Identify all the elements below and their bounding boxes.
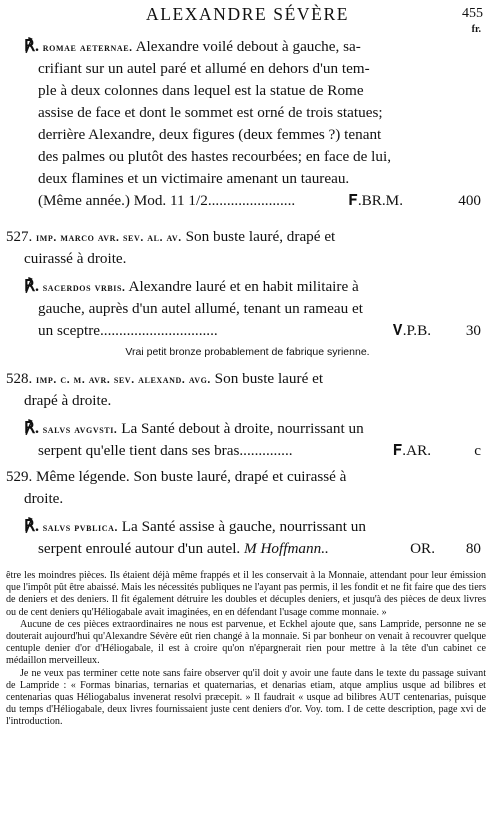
entry-line <box>0 538 495 560</box>
price-value: 80 <box>465 540 481 557</box>
legend-text: salvs pvblica. <box>42 522 118 534</box>
entry-line <box>0 368 495 390</box>
legend-text: imp. marco avr. sev. al. av. <box>36 232 182 244</box>
price-value: c <box>474 442 481 459</box>
entry-line: cuirassé à droite. <box>24 250 127 267</box>
entry-line <box>0 36 495 58</box>
description-text: Son buste lauré, drapé et <box>185 228 336 245</box>
entry-line: drapé à droite. <box>24 392 112 409</box>
description-text: Même légende. Son buste lauré, drapé et cuirassé à <box>36 468 347 485</box>
description-text: La Santé assise à gauche, nourrissant un <box>121 518 366 535</box>
entry-line <box>0 226 495 248</box>
entry-line: derrière Alexandre, deux figures (deux femmes ?) tenant <box>38 126 382 143</box>
collector-name: M Hoffmann.. <box>244 540 329 557</box>
entry-number: 528. <box>6 371 33 387</box>
entry-line: deux flamines et un victimaire amenant un taureau. <box>38 170 350 187</box>
entry-number: 529. <box>6 469 33 485</box>
price-value: 400 <box>458 192 481 209</box>
description-text: Alexandre voilé debout à gauche, sa- <box>135 38 361 55</box>
reverse-symbol: ℟. <box>24 420 39 437</box>
entry-line: gauche, auprès d'un autel allumé, tenant un rameau et <box>38 300 363 317</box>
description-text: Son buste lauré et <box>214 370 324 387</box>
entry-line: ple à deux colonnes dans lequel est la statue de Rome <box>38 82 364 99</box>
legend-text: salvs avgvsti. <box>42 424 118 436</box>
legend-text: imp. c. m. avr. sev. alexand. avg. <box>36 374 211 386</box>
footnote-paragraph: Je ne veux pas terminer cette note sans faire observer qu'il doit y avoir une faute dans le texte du passage suivant de Lampride : « Formas binarias, ternarias et quaternarias, et denarias etiam, atque amplius usque ad bilibres et centenarias quas Héliogabalus invenerat resolvi præcepit. » Il faudrait « usque ad bilibres AUT centenarias, puisque du temps d'Héliogabale, deux livres fournissaient juste cent deniers d'or. Voy. tom. I de cette description, page xvi de l'introduction. <box>6 667 486 728</box>
legend-text: sacerdos vrbis. <box>42 282 126 294</box>
reverse-symbol: ℟. <box>24 278 39 295</box>
entry-line <box>0 190 495 212</box>
editorial-note: Vrai petit bronze probablement de fabrique syrienne. <box>125 346 370 358</box>
description-text: (Même année.) Mod. 11 1/2....................... <box>38 192 296 209</box>
footnote-paragraph: Aucune de ces pièces extraordinaires ne nous est parvenue, et Eckhel ajoute que, sans Lampride, personne ne se douterait aujourd'hui qu'Alexandre Sévère eût rien changé à la monnaie. Si par bonheur on venait à recouvrer quelque centuple denier d'or d'Héliogabale, il est à croire qu'on n'épargnerait rien pour mettre à la tête d'un cabinet ce médaillon merveilleux. <box>6 618 486 667</box>
rarity-reference: 𝐕.P.B. <box>392 322 431 339</box>
description-text: La Santé debout à droite, nourrissant un <box>121 420 364 437</box>
rarity-reference: 𝐅.BR.M. <box>348 192 403 209</box>
price-value: 30 <box>465 322 481 339</box>
entry-line <box>0 516 495 538</box>
entry-line <box>0 276 495 298</box>
page-number: 455 <box>462 6 483 21</box>
entry-line <box>0 418 495 440</box>
rarity-reference: OR. <box>410 540 435 557</box>
rarity-reference: 𝐅.AR. <box>392 442 431 459</box>
entry-line <box>0 320 495 342</box>
footnote-paragraph: être les moindres pièces. Ils étaient déjà même frappés et il les conservait à la Monnaie, attendant pour leur émission que l'impôt pût être abaissé. Mais les nécessités publiques ne l'ayant pas permis, il les fondit et ne fit faire que des tiers de deniers et des deniers. Il fit également détruire les doubles et décuples deniers, et jusqu'à des pièces de deux livres ou de cent deniers qu'Héliogabale avait imaginées, en en défendant l'usage comme monnaie. » <box>6 570 486 618</box>
entry-line: droite. <box>24 490 64 507</box>
description-text: serpent qu'elle tient dans ses bras.............. <box>38 442 293 459</box>
running-header-title: ALEXANDRE SÉVÈRE <box>145 4 350 24</box>
description-text: Alexandre lauré et en habit militaire à <box>128 278 359 295</box>
description-text: serpent enroulé autour d'un autel. <box>38 540 241 557</box>
footnote <box>6 570 486 729</box>
entry-line: des palmes ou plutôt des hastes recourbées; en face de lui, <box>38 148 391 165</box>
entry-line <box>0 466 495 488</box>
reverse-symbol: ℟. <box>24 38 39 55</box>
description-text: un sceptre............................... <box>38 322 218 339</box>
entry-line: assise de face et dont le sommet est orné de trois statues; <box>38 104 383 121</box>
reverse-symbol: ℟. <box>24 518 39 535</box>
entry-number: 527. <box>6 229 33 245</box>
currency-marker: fr. <box>471 24 481 35</box>
legend-text: romae aeternae. <box>42 42 133 54</box>
entry-line <box>0 440 495 462</box>
entry-line: crifiant sur un autel paré et allumé en dehors d'un tem- <box>38 60 370 77</box>
